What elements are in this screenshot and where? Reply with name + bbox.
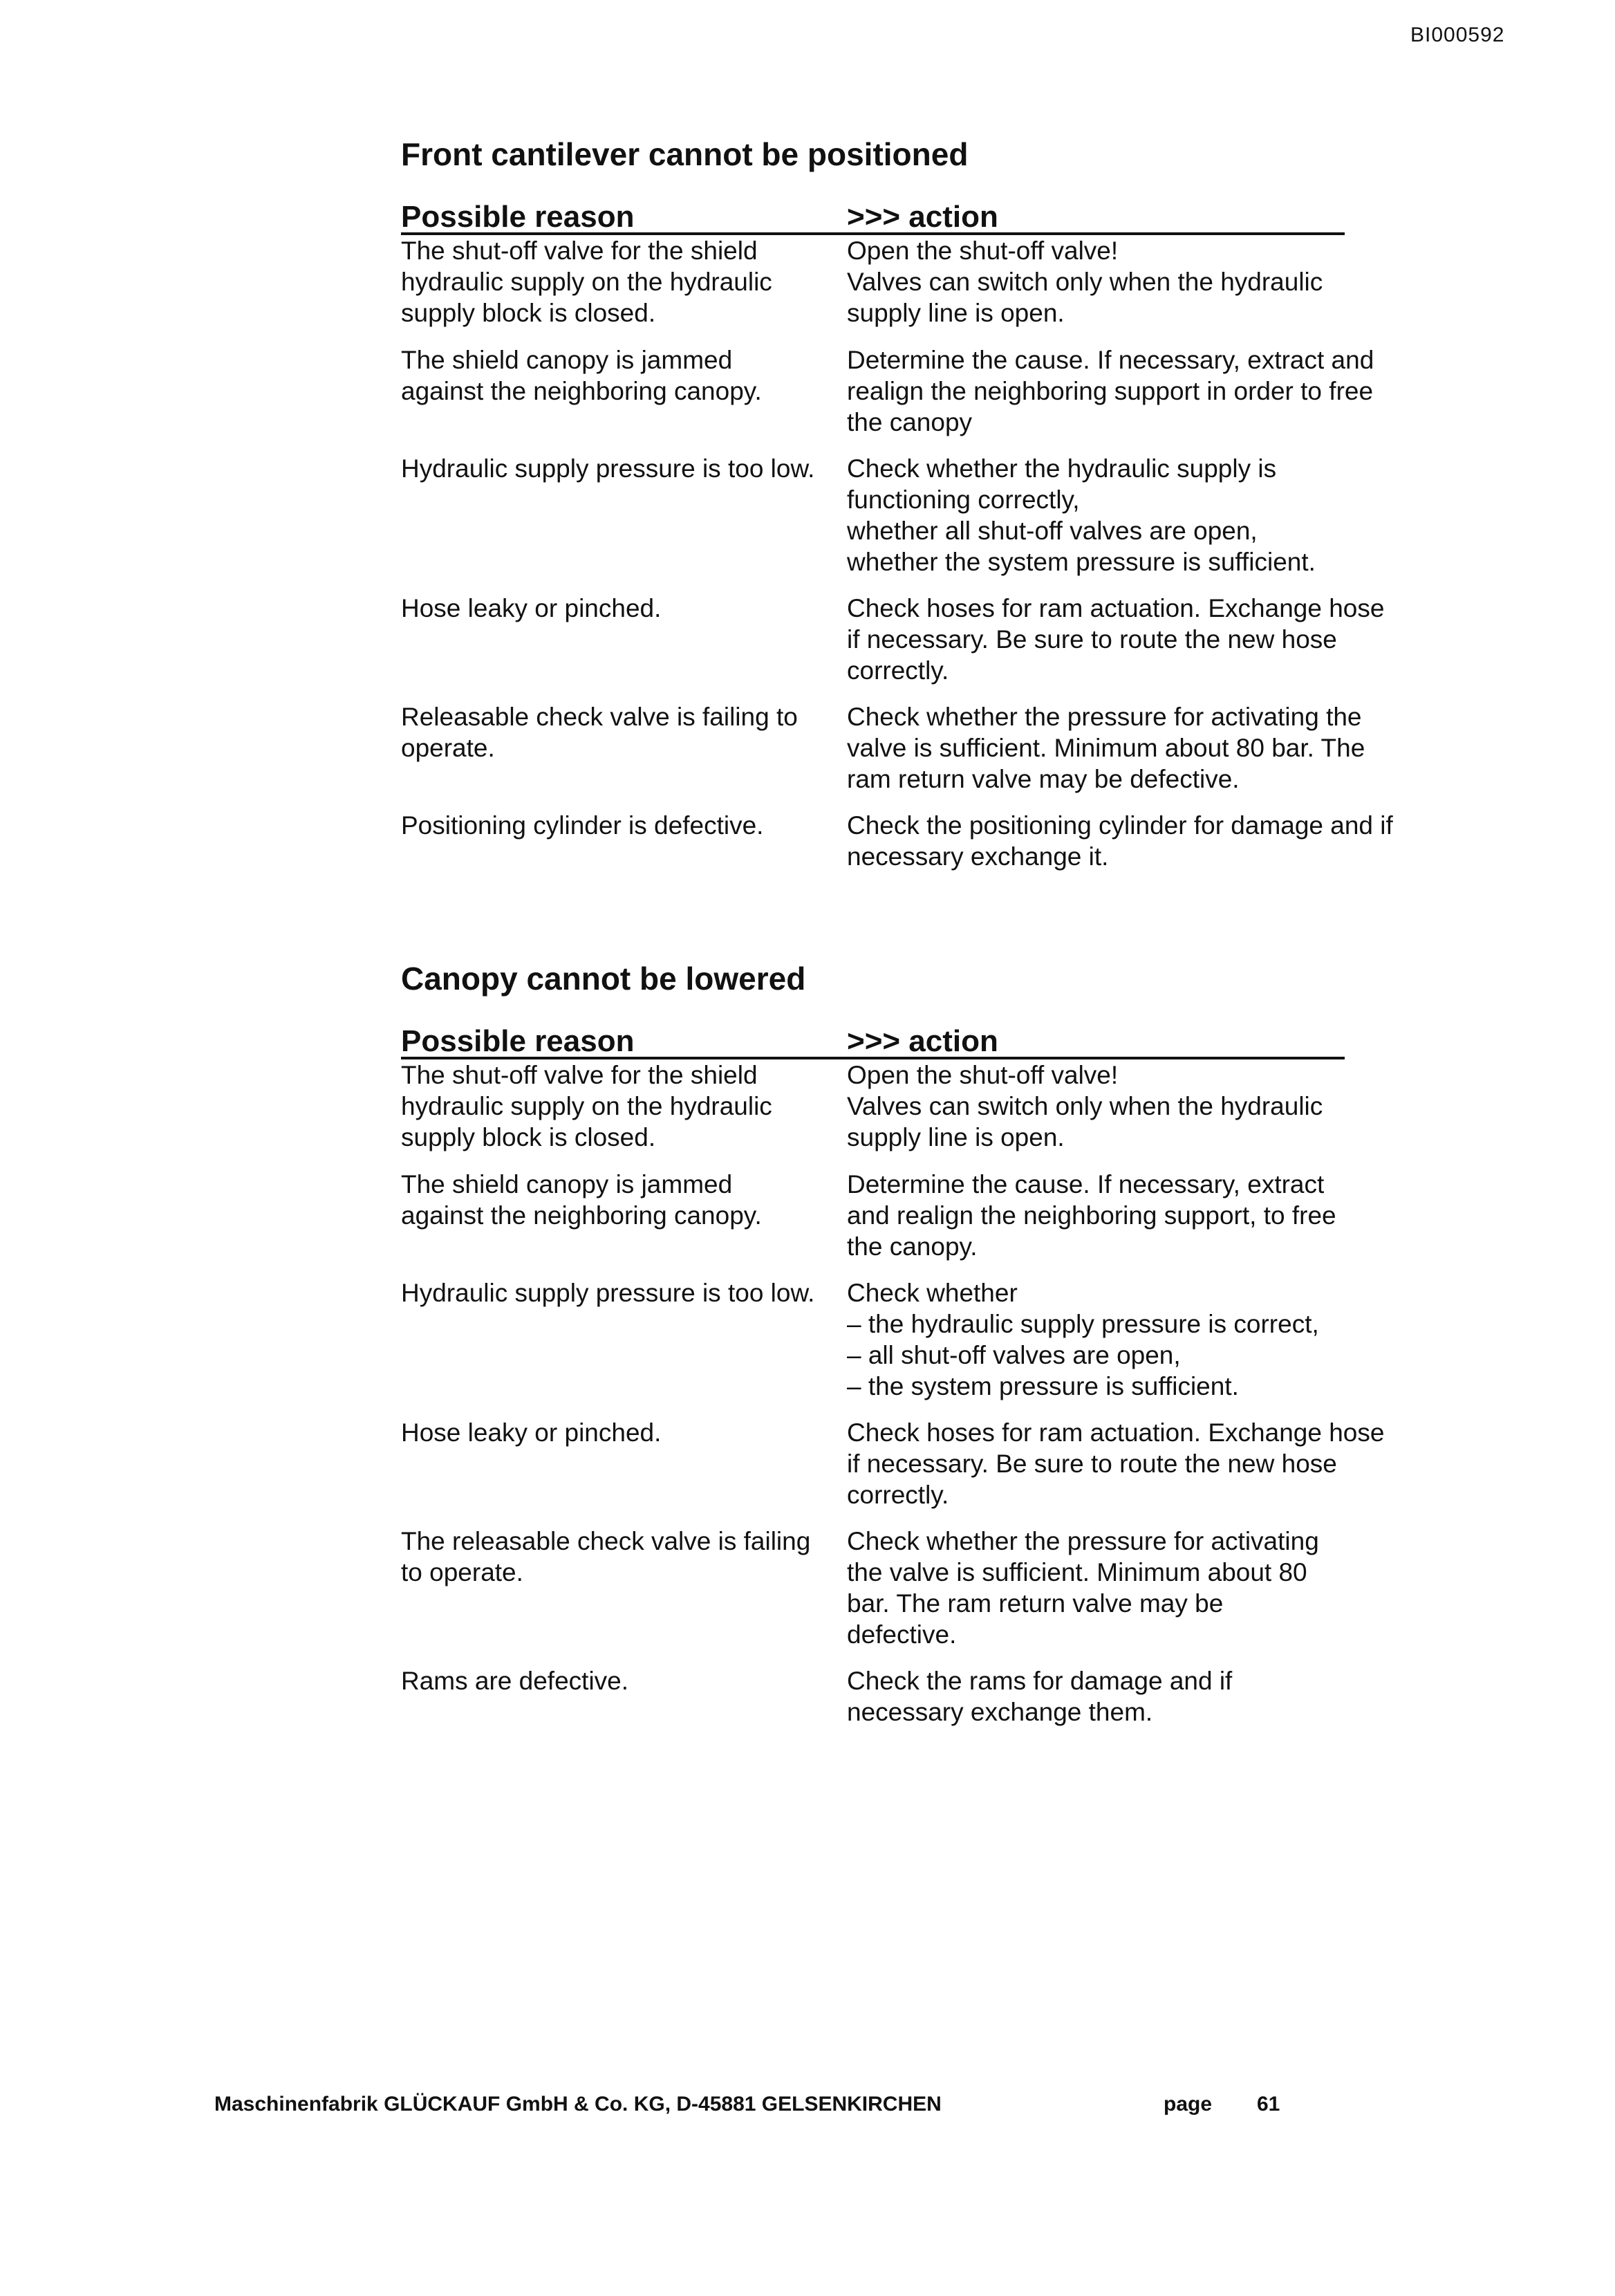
header-action: >>> action	[847, 200, 998, 234]
section-front-cantilever	[401, 136, 1479, 879]
table-row	[401, 344, 1479, 453]
action-cell: Check hoses for ram actuation. Exchange hose if necessary. Be sure to route the new hose correctly.	[847, 594, 1385, 685]
header-possible-reason: Possible reason	[401, 200, 635, 234]
table-row	[401, 1526, 1479, 1665]
action-cell: Check whether the hydraulic supply is functioning correctly, whether all shut-off valves are open, whether the system pressure is sufficient.	[847, 454, 1316, 576]
table-row	[401, 1277, 1479, 1417]
section-title: Canopy cannot be lowered	[401, 961, 806, 997]
action-cell: Determine the cause. If necessary, extract and realign the neighboring support in order to free the canopy	[847, 346, 1374, 436]
action-cell: Check whether the pressure for activating the valve is sufficient. Minimum about 80 bar. The ram return valve may be defective.	[847, 703, 1365, 793]
table-row	[401, 593, 1479, 701]
reason-cell: The shut-off valve for the shield hydraulic supply on the hydraulic supply block is closed.	[401, 237, 772, 327]
table-row	[401, 1417, 1479, 1526]
document-id: BI000592	[1410, 24, 1505, 46]
reason-cell: The shut-off valve for the shield hydraulic supply on the hydraulic supply block is closed.	[401, 1061, 772, 1151]
reason-cell: Hose leaky or pinched.	[401, 1418, 662, 1447]
reason-cell: The releasable check valve is failing to operate.	[401, 1527, 811, 1586]
table-header	[401, 1026, 1345, 1059]
table-header	[401, 202, 1345, 235]
table-row	[401, 1059, 1479, 1169]
reason-cell: Positioning cylinder is defective.	[401, 811, 764, 840]
table-row	[401, 453, 1479, 593]
action-cell: Check whether – the hydraulic supply pressure is correct, – all shut-off valves are open, – the system pressure is sufficient.	[847, 1279, 1319, 1400]
reason-cell: Rams are defective.	[401, 1667, 629, 1695]
reason-cell: Hose leaky or pinched.	[401, 594, 662, 622]
table-row	[401, 235, 1479, 344]
action-cell: Check whether the pressure for activating the valve is sufficient. Minimum about 80 bar. The ram return valve may be defective.	[847, 1527, 1319, 1649]
action-cell: Check the positioning cylinder for damage and if necessary exchange it.	[847, 811, 1393, 871]
header-possible-reason: Possible reason	[401, 1024, 635, 1058]
reason-cell: Hydraulic supply pressure is too low.	[401, 454, 815, 483]
reason-cell: The shield canopy is jammed against the neighboring canopy.	[401, 1170, 762, 1230]
table-row	[401, 701, 1479, 810]
table-row	[401, 810, 1479, 879]
action-cell: Check hoses for ram actuation. Exchange hose if necessary. Be sure to route the new hose correctly.	[847, 1418, 1385, 1509]
action-cell: Determine the cause. If necessary, extract and realign the neighboring support, to free the canopy.	[847, 1170, 1336, 1261]
reason-cell: The shield canopy is jammed against the neighboring canopy.	[401, 346, 762, 405]
footer-company: Maschinenfabrik GLÜCKAUF GmbH & Co. KG, D-45881 GELSENKIRCHEN	[214, 2093, 942, 2116]
action-cell: Open the shut-off valve! Valves can switch only when the hydraulic supply line is open.	[847, 237, 1323, 327]
action-cell: Check the rams for damage and if necessary exchange them.	[847, 1667, 1233, 1726]
section-canopy-lowered	[401, 960, 1479, 1734]
table-row	[401, 1169, 1479, 1277]
header-action: >>> action	[847, 1024, 998, 1058]
table-row	[401, 1665, 1479, 1734]
section-title: Front cantilever cannot be positioned	[401, 136, 969, 172]
reason-cell: Releasable check valve is failing to operate.	[401, 703, 798, 762]
action-cell: Open the shut-off valve! Valves can switch only when the hydraulic supply line is open.	[847, 1061, 1323, 1151]
footer-page-number: 61	[1257, 2093, 1280, 2116]
reason-cell: Hydraulic supply pressure is too low.	[401, 1279, 815, 1307]
footer-page-label: page	[1164, 2093, 1213, 2116]
